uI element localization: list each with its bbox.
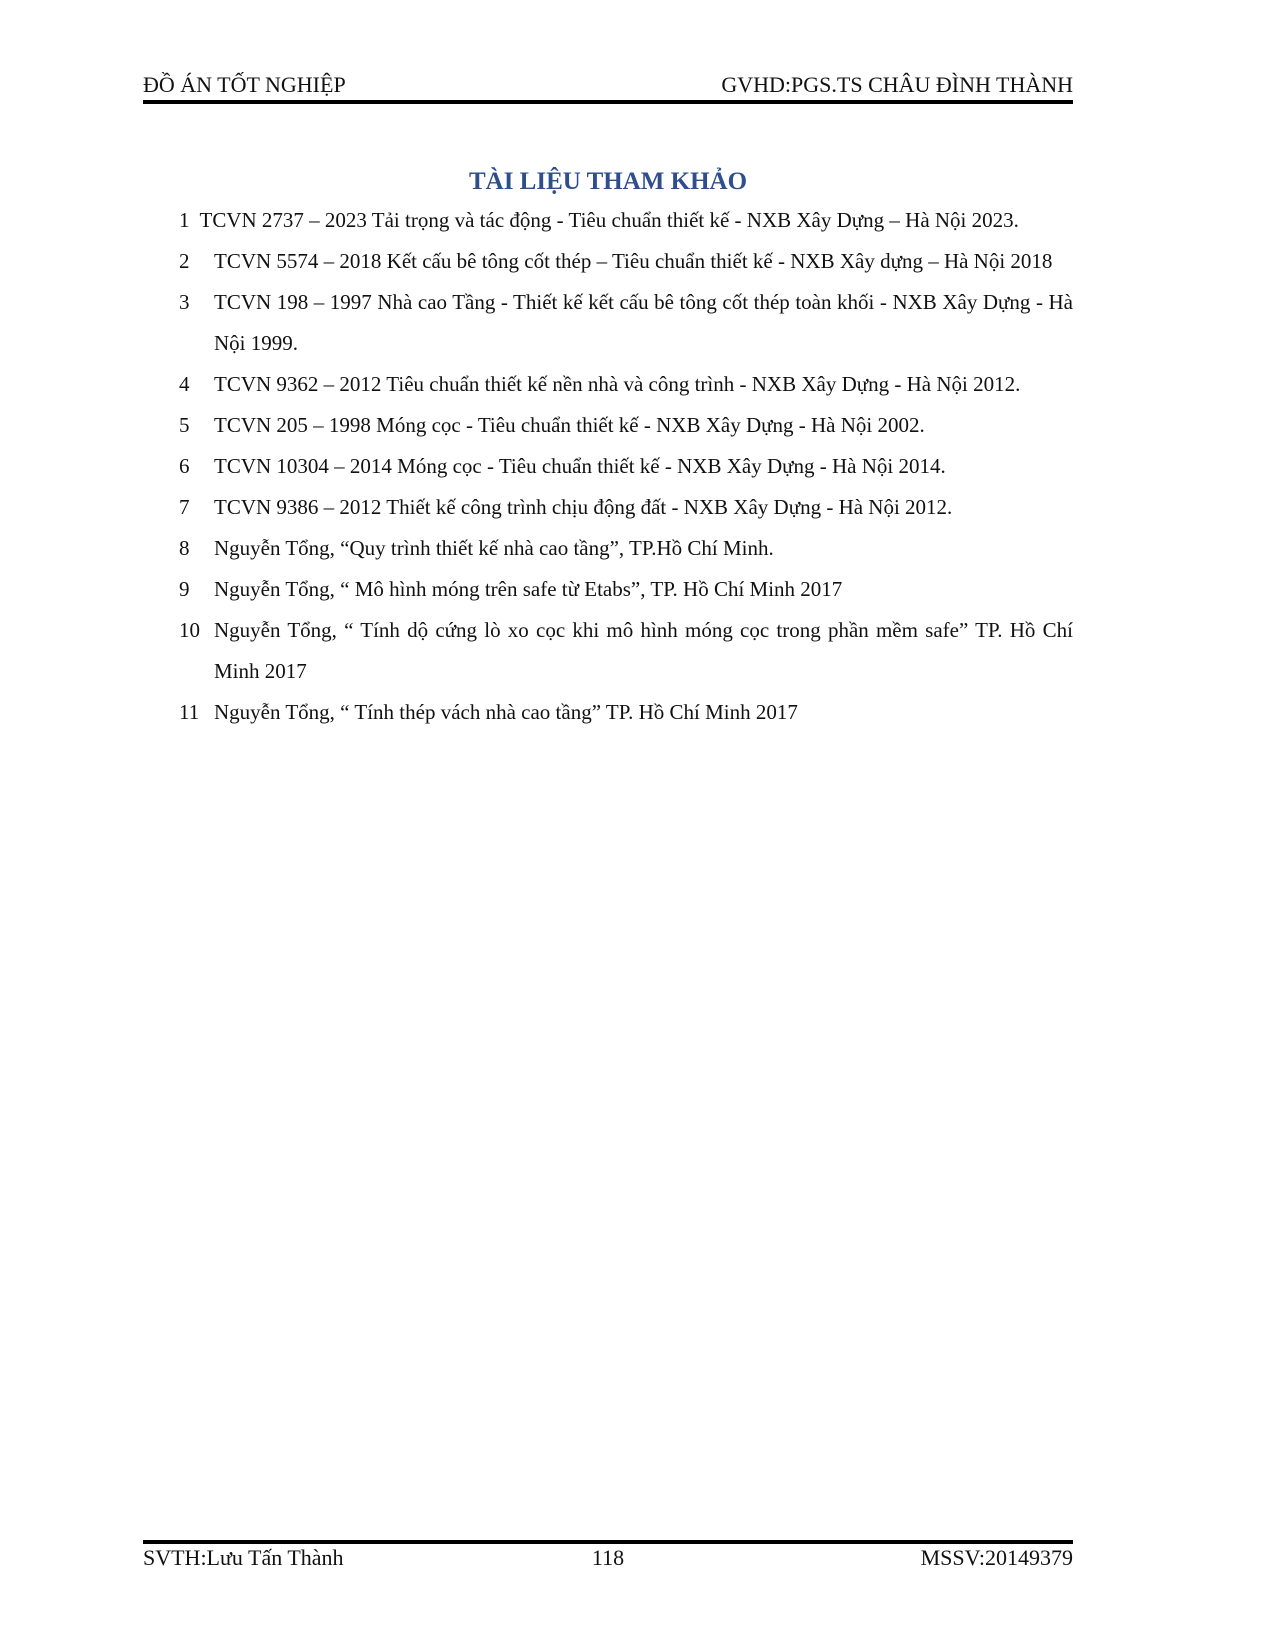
reference-number: 10 [179,618,200,642]
reference-item [143,528,1073,569]
header-right-text: GVHD:PGS.TS CHÂU ĐÌNH THÀNH [721,72,1073,97]
page-footer [143,1545,1073,1575]
reference-text: TCVN 2737 – 2023 Tải trọng và tác động - Tiêu chuẩn thiết kế - NXB Xây Dựng – Hà Nội 2023. [199,208,1019,232]
reference-item [143,200,1073,241]
reference-text: Nguyễn Tổng, “ Tính dộ cứng lò xo cọc khi mô hình móng cọc trong phần mềm safe” TP. Hồ Chí Minh 2017 [214,618,1073,683]
page-number: 118 [591,1545,625,1570]
reference-number: 7 [179,495,190,519]
reference-text: TCVN 205 – 1998 Móng cọc - Tiêu chuẩn thiết kế - NXB Xây Dựng - Hà Nội 2002. [214,413,925,437]
header-left-text: ĐỒ ÁN TỐT NGHIỆP [143,72,346,97]
reference-text: TCVN 10304 – 2014 Móng cọc - Tiêu chuẩn thiết kế - NXB Xây Dựng - Hà Nội 2014. [214,454,946,478]
reference-text: Nguyễn Tổng, “Quy trình thiết kế nhà cao tầng”, TP.Hồ Chí Minh. [214,536,774,560]
reference-list [143,200,1073,733]
reference-item [143,241,1073,282]
reference-text: TCVN 9386 – 2012 Thiết kế công trình chịu động đất - NXB Xây Dựng - Hà Nội 2012. [214,495,953,519]
page-header [143,72,1073,100]
reference-number: 2 [179,249,190,273]
reference-item [143,364,1073,405]
reference-number: 5 [179,413,190,437]
reference-text: Nguyễn Tổng, “ Mô hình móng trên safe từ Etabs”, TP. Hồ Chí Minh 2017 [214,577,843,601]
reference-item [143,692,1073,733]
reference-number: 6 [179,454,190,478]
reference-text: TCVN 5574 – 2018 Kết cấu bê tông cốt thép – Tiêu chuẩn thiết kế - NXB Xây dựng – Hà Nội 2018 [214,249,1053,273]
page-title: TÀI LIỆU THAM KHẢO [468,168,748,195]
footer-rule [143,1540,1073,1544]
footer-student-id: MSSV:20149379 [920,1545,1073,1570]
reference-text: TCVN 9362 – 2012 Tiêu chuẩn thiết kế nền nhà và công trình - NXB Xây Dựng - Hà Nội 2012. [214,372,1021,396]
reference-number: 1 [179,208,190,232]
reference-number: 4 [179,372,190,396]
reference-item [143,610,1073,692]
reference-number: 3 [179,290,190,314]
footer-student-name: SVTH:Lưu Tấn Thành [143,1545,344,1570]
reference-item [143,282,1073,364]
reference-number: 9 [179,577,190,601]
reference-item [143,405,1073,446]
reference-item [143,569,1073,610]
reference-number: 11 [179,700,200,724]
reference-text: Nguyễn Tổng, “ Tính thép vách nhà cao tầng” TP. Hồ Chí Minh 2017 [214,700,798,724]
reference-item [143,446,1073,487]
reference-number: 8 [179,536,190,560]
header-rule [143,100,1073,104]
reference-text: TCVN 198 – 1997 Nhà cao Tầng - Thiết kế kết cấu bê tông cốt thép toàn khối - NXB Xây Dựng - Hà Nội 1999. [214,290,1073,355]
reference-item [143,487,1073,528]
